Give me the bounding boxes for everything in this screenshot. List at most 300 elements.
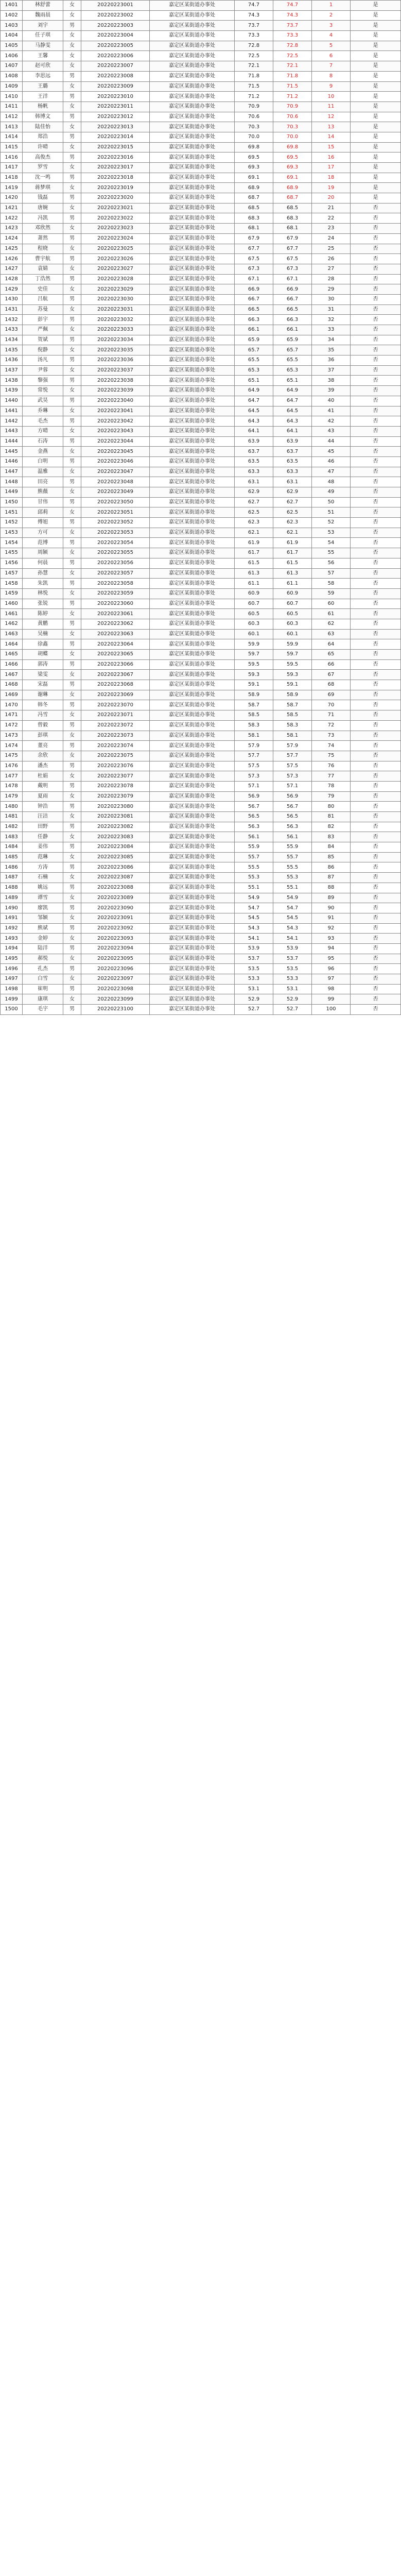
cell-name: 李思远 xyxy=(23,71,63,81)
cell-ticket: 20220223097 xyxy=(81,974,150,985)
cell-ticket: 20220223081 xyxy=(81,812,150,822)
cell-name: 方可 xyxy=(23,528,63,538)
cell-note: 否 xyxy=(351,761,401,771)
table-row xyxy=(1,842,401,853)
cell-rank: 40 xyxy=(312,396,351,406)
cell-sex: 女 xyxy=(63,142,81,152)
cell-name: 康琪 xyxy=(23,994,63,1005)
cell-name: 丁浩然 xyxy=(23,274,63,284)
cell-name: 王洋 xyxy=(23,92,63,102)
cell-sex: 男 xyxy=(63,579,81,589)
cell-rank: 4 xyxy=(312,31,351,41)
cell-s1: 57.1 xyxy=(235,781,273,791)
cell-name: 郝悦 xyxy=(23,954,63,964)
cell-unit: 嘉定区某街道办事处 xyxy=(150,497,235,507)
cell-rank: 31 xyxy=(312,304,351,315)
cell-s1: 70.9 xyxy=(235,101,273,112)
cell-s2: 68.5 xyxy=(273,203,312,213)
cell-unit: 嘉定区某街道办事处 xyxy=(150,233,235,244)
cell-ticket: 20220223068 xyxy=(81,680,150,690)
cell-s2: 56.7 xyxy=(273,802,312,812)
cell-sex: 男 xyxy=(63,396,81,406)
cell-unit: 嘉定区某街道办事处 xyxy=(150,406,235,416)
cell-s1: 56.5 xyxy=(235,812,273,822)
table-row xyxy=(1,436,401,447)
cell-unit: 嘉定区某街道办事处 xyxy=(150,893,235,903)
table-row xyxy=(1,21,401,31)
cell-rank: 55 xyxy=(312,548,351,558)
cell-s2: 62.9 xyxy=(273,487,312,498)
cell-ticket: 20220223032 xyxy=(81,315,150,325)
cell-unit: 嘉定区某街道办事处 xyxy=(150,203,235,213)
cell-rank: 64 xyxy=(312,639,351,650)
cell-sex: 男 xyxy=(63,639,81,650)
cell-note: 是 xyxy=(351,112,401,122)
table-row xyxy=(1,416,401,427)
cell-unit: 嘉定区某街道办事处 xyxy=(150,974,235,985)
cell-name: 任静 xyxy=(23,832,63,842)
cell-sex: 女 xyxy=(63,304,81,315)
cell-rank: 32 xyxy=(312,315,351,325)
cell-ticket: 20220223048 xyxy=(81,477,150,487)
table-row xyxy=(1,710,401,721)
cell-sex: 男 xyxy=(63,700,81,710)
cell-ticket: 20220223014 xyxy=(81,132,150,142)
cell-s2: 65.3 xyxy=(273,365,312,376)
cell-note: 是 xyxy=(351,51,401,61)
cell-rank: 20 xyxy=(312,193,351,204)
cell-rank: 57 xyxy=(312,568,351,579)
cell-ticket: 20220223056 xyxy=(81,558,150,568)
cell-s1: 66.3 xyxy=(235,315,273,325)
cell-s2: 63.1 xyxy=(273,477,312,487)
table-row xyxy=(1,254,401,264)
cell-seq: 1467 xyxy=(1,670,23,680)
cell-seq: 1420 xyxy=(1,193,23,204)
cell-rank: 19 xyxy=(312,183,351,193)
cell-ticket: 20220223058 xyxy=(81,579,150,589)
cell-ticket: 20220223051 xyxy=(81,507,150,518)
cell-name: 范博 xyxy=(23,538,63,548)
table-row xyxy=(1,731,401,741)
cell-s1: 62.5 xyxy=(235,507,273,518)
cell-sex: 女 xyxy=(63,852,81,862)
cell-seq: 1464 xyxy=(1,639,23,650)
cell-s2: 57.9 xyxy=(273,741,312,751)
cell-unit: 嘉定区某街道办事处 xyxy=(150,680,235,690)
cell-seq: 1437 xyxy=(1,365,23,376)
cell-rank: 75 xyxy=(312,751,351,761)
table-row xyxy=(1,579,401,589)
cell-s1: 65.1 xyxy=(235,376,273,386)
cell-rank: 7 xyxy=(312,61,351,72)
cell-ticket: 20220223050 xyxy=(81,497,150,507)
cell-ticket: 20220223025 xyxy=(81,244,150,254)
cell-unit: 嘉定区某街道办事处 xyxy=(150,802,235,812)
cell-sex: 女 xyxy=(63,588,81,599)
cell-note: 否 xyxy=(351,284,401,295)
cell-s2: 53.5 xyxy=(273,964,312,974)
cell-rank: 46 xyxy=(312,456,351,467)
cell-name: 韩冬 xyxy=(23,700,63,710)
cell-rank: 56 xyxy=(312,558,351,568)
cell-seq: 1495 xyxy=(1,954,23,964)
cell-s1: 57.9 xyxy=(235,741,273,751)
cell-s1: 70.3 xyxy=(235,122,273,132)
table-row xyxy=(1,751,401,761)
cell-ticket: 20220223064 xyxy=(81,639,150,650)
cell-sex: 女 xyxy=(63,1,81,11)
cell-note: 否 xyxy=(351,588,401,599)
cell-rank: 85 xyxy=(312,852,351,862)
cell-seq: 1457 xyxy=(1,568,23,579)
cell-note: 否 xyxy=(351,497,401,507)
cell-sex: 女 xyxy=(63,264,81,274)
cell-name: 金燕 xyxy=(23,447,63,457)
cell-seq: 1418 xyxy=(1,173,23,183)
cell-rank: 21 xyxy=(312,203,351,213)
cell-note: 否 xyxy=(351,862,401,873)
cell-rank: 13 xyxy=(312,122,351,132)
cell-note: 否 xyxy=(351,690,401,700)
cell-unit: 嘉定区某街道办事处 xyxy=(150,518,235,528)
cell-s1: 53.3 xyxy=(235,974,273,985)
table-row xyxy=(1,173,401,183)
cell-unit: 嘉定区某街道办事处 xyxy=(150,994,235,1005)
cell-s2: 71.2 xyxy=(273,92,312,102)
cell-seq: 1475 xyxy=(1,751,23,761)
cell-s1: 65.9 xyxy=(235,335,273,345)
cell-ticket: 20220223030 xyxy=(81,294,150,304)
cell-s1: 67.9 xyxy=(235,233,273,244)
cell-note: 否 xyxy=(351,893,401,903)
cell-unit: 嘉定区某街道办事处 xyxy=(150,609,235,619)
cell-ticket: 20220223044 xyxy=(81,436,150,447)
cell-note: 否 xyxy=(351,294,401,304)
cell-ticket: 20220223027 xyxy=(81,264,150,274)
cell-ticket: 20220223010 xyxy=(81,92,150,102)
table-row xyxy=(1,538,401,548)
cell-rank: 84 xyxy=(312,842,351,853)
cell-rank: 71 xyxy=(312,710,351,721)
table-row xyxy=(1,700,401,710)
table-row xyxy=(1,822,401,832)
cell-sex: 男 xyxy=(63,842,81,853)
cell-s2: 61.1 xyxy=(273,579,312,589)
cell-name: 史佳 xyxy=(23,284,63,295)
cell-note: 是 xyxy=(351,61,401,72)
cell-rank: 39 xyxy=(312,386,351,396)
cell-name: 田野 xyxy=(23,822,63,832)
cell-sex: 女 xyxy=(63,690,81,700)
cell-sex: 女 xyxy=(63,913,81,923)
cell-seq: 1424 xyxy=(1,233,23,244)
cell-seq: 1453 xyxy=(1,528,23,538)
table-row xyxy=(1,720,401,731)
table-row xyxy=(1,862,401,873)
cell-s2: 71.5 xyxy=(273,81,312,92)
cell-unit: 嘉定区某街道办事处 xyxy=(150,61,235,72)
cell-rank: 88 xyxy=(312,883,351,893)
cell-s1: 56.9 xyxy=(235,791,273,802)
cell-note: 否 xyxy=(351,345,401,355)
cell-unit: 嘉定区某街道办事处 xyxy=(150,376,235,386)
cell-unit: 嘉定区某街道办事处 xyxy=(150,254,235,264)
cell-note: 否 xyxy=(351,579,401,589)
cell-rank: 63 xyxy=(312,629,351,639)
cell-sex: 男 xyxy=(63,21,81,31)
cell-name: 韩博文 xyxy=(23,112,63,122)
cell-s1: 67.7 xyxy=(235,244,273,254)
cell-note: 是 xyxy=(351,132,401,142)
cell-note: 否 xyxy=(351,802,401,812)
cell-unit: 嘉定区某街道办事处 xyxy=(150,365,235,376)
cell-s1: 69.1 xyxy=(235,173,273,183)
cell-s1: 56.3 xyxy=(235,822,273,832)
cell-ticket: 20220223019 xyxy=(81,183,150,193)
cell-ticket: 20220223059 xyxy=(81,588,150,599)
table-row xyxy=(1,376,401,386)
cell-unit: 嘉定区某街道办事处 xyxy=(150,396,235,406)
cell-unit: 嘉定区某街道办事处 xyxy=(150,71,235,81)
cell-s1: 66.9 xyxy=(235,284,273,295)
cell-seq: 1413 xyxy=(1,122,23,132)
cell-sex: 女 xyxy=(63,507,81,518)
cell-rank: 68 xyxy=(312,680,351,690)
cell-s2: 69.5 xyxy=(273,152,312,163)
cell-name: 石楠 xyxy=(23,873,63,883)
cell-unit: 嘉定区某街道办事处 xyxy=(150,487,235,498)
cell-name: 赵可欣 xyxy=(23,61,63,72)
cell-unit: 嘉定区某街道办事处 xyxy=(150,41,235,51)
cell-sex: 男 xyxy=(63,274,81,284)
cell-seq: 1449 xyxy=(1,487,23,498)
cell-sex: 女 xyxy=(63,710,81,721)
cell-ticket: 20220223082 xyxy=(81,822,150,832)
cell-seq: 1426 xyxy=(1,254,23,264)
cell-name: 姜伟 xyxy=(23,842,63,853)
cell-s1: 73.3 xyxy=(235,31,273,41)
table-row xyxy=(1,386,401,396)
cell-seq: 1463 xyxy=(1,629,23,639)
cell-note: 否 xyxy=(351,670,401,680)
table-row xyxy=(1,264,401,274)
cell-rank: 59 xyxy=(312,588,351,599)
cell-unit: 嘉定区某街道办事处 xyxy=(150,548,235,558)
cell-seq: 1500 xyxy=(1,1005,23,1015)
cell-name: 方涛 xyxy=(23,862,63,873)
cell-seq: 1488 xyxy=(1,883,23,893)
cell-s1: 61.7 xyxy=(235,548,273,558)
cell-s2: 66.9 xyxy=(273,284,312,295)
cell-unit: 嘉定区某街道办事处 xyxy=(150,781,235,791)
cell-s1: 68.7 xyxy=(235,193,273,204)
cell-seq: 1460 xyxy=(1,599,23,609)
cell-ticket: 20220223074 xyxy=(81,741,150,751)
table-row xyxy=(1,406,401,416)
cell-s1: 68.1 xyxy=(235,224,273,234)
cell-unit: 嘉定区某街道办事处 xyxy=(150,588,235,599)
cell-s1: 61.3 xyxy=(235,568,273,579)
cell-s2: 69.1 xyxy=(273,173,312,183)
cell-rank: 79 xyxy=(312,791,351,802)
cell-seq: 1443 xyxy=(1,426,23,436)
cell-ticket: 20220223001 xyxy=(81,1,150,11)
table-row xyxy=(1,284,401,295)
cell-s1: 56.1 xyxy=(235,832,273,842)
cell-unit: 嘉定区某街道办事处 xyxy=(150,355,235,366)
table-row xyxy=(1,244,401,254)
cell-ticket: 20220223024 xyxy=(81,233,150,244)
cell-unit: 嘉定区某街道办事处 xyxy=(150,426,235,436)
cell-ticket: 20220223054 xyxy=(81,538,150,548)
cell-note: 否 xyxy=(351,832,401,842)
cell-name: 谢琳 xyxy=(23,690,63,700)
cell-seq: 1496 xyxy=(1,964,23,974)
cell-seq: 1471 xyxy=(1,710,23,721)
cell-sex: 女 xyxy=(63,203,81,213)
cell-s1: 60.9 xyxy=(235,588,273,599)
cell-s2: 66.1 xyxy=(273,325,312,335)
cell-name: 刘宇 xyxy=(23,21,63,31)
cell-rank: 12 xyxy=(312,112,351,122)
cell-ticket: 20220223063 xyxy=(81,629,150,639)
cell-ticket: 20220223055 xyxy=(81,548,150,558)
cell-s2: 64.5 xyxy=(273,406,312,416)
cell-name: 廖凯 xyxy=(23,903,63,913)
cell-ticket: 20220223004 xyxy=(81,31,150,41)
cell-sex: 女 xyxy=(63,548,81,558)
table-row xyxy=(1,345,401,355)
cell-s1: 54.9 xyxy=(235,893,273,903)
cell-rank: 24 xyxy=(312,233,351,244)
cell-note: 否 xyxy=(351,791,401,802)
cell-s2: 65.5 xyxy=(273,355,312,366)
cell-sex: 女 xyxy=(63,447,81,457)
cell-ticket: 20220223015 xyxy=(81,142,150,152)
cell-s2: 61.7 xyxy=(273,548,312,558)
cell-s2: 59.3 xyxy=(273,670,312,680)
cell-ticket: 20220223071 xyxy=(81,710,150,721)
cell-seq: 1498 xyxy=(1,984,23,994)
cell-s2: 67.5 xyxy=(273,254,312,264)
cell-name: 杜娟 xyxy=(23,771,63,782)
cell-ticket: 20220223062 xyxy=(81,619,150,629)
cell-s2: 60.3 xyxy=(273,619,312,629)
table-row xyxy=(1,964,401,974)
cell-name: 方晴 xyxy=(23,426,63,436)
cell-ticket: 20220223070 xyxy=(81,700,150,710)
cell-ticket: 20220223080 xyxy=(81,802,150,812)
cell-sex: 男 xyxy=(63,923,81,934)
cell-name: 傅旭 xyxy=(23,518,63,528)
cell-s2: 64.9 xyxy=(273,386,312,396)
cell-name: 白雪 xyxy=(23,974,63,985)
cell-ticket: 20220223066 xyxy=(81,659,150,670)
cell-seq: 1476 xyxy=(1,761,23,771)
cell-name: 曹宇航 xyxy=(23,254,63,264)
cell-note: 否 xyxy=(351,751,401,761)
cell-unit: 嘉定区某街道办事处 xyxy=(150,619,235,629)
cell-seq: 1480 xyxy=(1,802,23,812)
cell-s1: 56.7 xyxy=(235,802,273,812)
cell-note: 否 xyxy=(351,528,401,538)
cell-ticket: 20220223073 xyxy=(81,731,150,741)
cell-ticket: 20220223093 xyxy=(81,934,150,944)
cell-name: 彭琪 xyxy=(23,731,63,741)
cell-sex: 女 xyxy=(63,873,81,883)
cell-sex: 男 xyxy=(63,173,81,183)
cell-note: 否 xyxy=(351,812,401,822)
cell-name: 毛宇 xyxy=(23,1005,63,1015)
cell-s1: 66.7 xyxy=(235,294,273,304)
cell-name: 金婷 xyxy=(23,934,63,944)
cell-seq: 1470 xyxy=(1,700,23,710)
cell-seq: 1407 xyxy=(1,61,23,72)
cell-sex: 男 xyxy=(63,781,81,791)
cell-s1: 62.3 xyxy=(235,518,273,528)
table-row xyxy=(1,294,401,304)
table-row xyxy=(1,213,401,224)
cell-s1: 58.1 xyxy=(235,731,273,741)
cell-name: 梁雯 xyxy=(23,670,63,680)
cell-rank: 100 xyxy=(312,1005,351,1015)
cell-s1: 58.9 xyxy=(235,690,273,700)
cell-rank: 94 xyxy=(312,943,351,954)
cell-s2: 72.5 xyxy=(273,51,312,61)
cell-s1: 69.3 xyxy=(235,163,273,173)
cell-s1: 60.5 xyxy=(235,609,273,619)
cell-sex: 男 xyxy=(63,822,81,832)
results-table xyxy=(0,0,401,1015)
cell-rank: 83 xyxy=(312,832,351,842)
cell-seq: 1423 xyxy=(1,224,23,234)
cell-unit: 嘉定区某街道办事处 xyxy=(150,934,235,944)
cell-rank: 18 xyxy=(312,173,351,183)
cell-name: 孙慧 xyxy=(23,568,63,579)
cell-seq: 1483 xyxy=(1,832,23,842)
cell-seq: 1402 xyxy=(1,10,23,21)
table-row xyxy=(1,61,401,72)
cell-note: 否 xyxy=(351,518,401,528)
cell-note: 是 xyxy=(351,31,401,41)
cell-unit: 嘉定区某街道办事处 xyxy=(150,416,235,427)
cell-s2: 52.9 xyxy=(273,994,312,1005)
cell-s2: 58.5 xyxy=(273,710,312,721)
cell-rank: 62 xyxy=(312,619,351,629)
cell-rank: 6 xyxy=(312,51,351,61)
cell-name: 郑浩 xyxy=(23,132,63,142)
cell-sex: 男 xyxy=(63,1005,81,1015)
cell-unit: 嘉定区某街道办事处 xyxy=(150,294,235,304)
cell-unit: 嘉定区某街道办事处 xyxy=(150,1005,235,1015)
cell-ticket: 20220223026 xyxy=(81,254,150,264)
cell-note: 否 xyxy=(351,629,401,639)
cell-s2: 53.3 xyxy=(273,974,312,985)
cell-name: 罗雪 xyxy=(23,163,63,173)
cell-note: 否 xyxy=(351,274,401,284)
cell-unit: 嘉定区某街道办事处 xyxy=(150,304,235,315)
cell-s1: 58.5 xyxy=(235,710,273,721)
cell-unit: 嘉定区某街道办事处 xyxy=(150,456,235,467)
table-row xyxy=(1,31,401,41)
cell-note: 否 xyxy=(351,355,401,366)
cell-name: 姚远 xyxy=(23,883,63,893)
cell-note: 是 xyxy=(351,163,401,173)
cell-ticket: 20220223039 xyxy=(81,386,150,396)
cell-ticket: 20220223094 xyxy=(81,943,150,954)
cell-ticket: 20220223076 xyxy=(81,761,150,771)
